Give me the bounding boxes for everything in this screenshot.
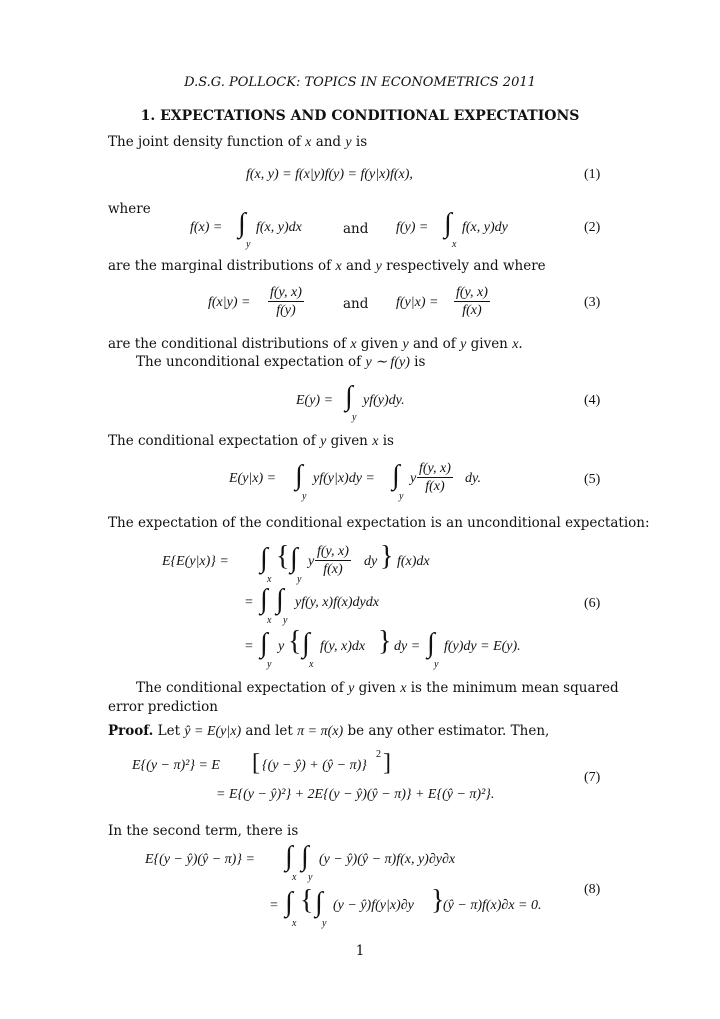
paragraph-marginal: are the marginal distributions of x and y respectively and where <box>108 258 546 274</box>
equation-number-2: (2) <box>584 220 601 235</box>
integral-sign: ∫ <box>285 887 293 918</box>
left-bracket: [ <box>252 750 260 776</box>
paragraph-mmse: The conditional expectation of y given x is the minimum mean squared <box>136 680 619 696</box>
equation-number-6: (6) <box>584 596 601 611</box>
paragraph-conditional-expectation: The conditional expectation of y given x is <box>108 433 394 449</box>
right-bracket: ] <box>383 750 391 776</box>
left-brace: { <box>288 626 302 657</box>
paragraph-law-of-iterated-expectations: The expectation of the conditional expectation is an unconditional expectation: <box>108 515 650 531</box>
paragraph-second-term: In the second term, there is <box>108 823 299 839</box>
integral-sign: ∫ <box>315 887 323 918</box>
integral-sign: ∫ <box>285 841 293 872</box>
paragraph-conditional: are the conditional distributions of x given y and of y given x. <box>108 336 523 352</box>
paragraph-mmse-cont: error prediction <box>108 699 218 715</box>
integral-sign: ∫ <box>392 460 400 491</box>
integral-sign: ∫ <box>260 584 268 615</box>
integral-sign: ∫ <box>238 208 246 239</box>
equation-number-3: (3) <box>584 295 601 310</box>
left-brace: { <box>300 885 314 916</box>
left-brace: { <box>276 541 290 572</box>
integral-sign: ∫ <box>260 628 268 659</box>
equation-number-7: (7) <box>584 770 601 785</box>
section-title: 1. EXPECTATIONS AND CONDITIONAL EXPECTATIONS <box>140 108 580 124</box>
equation-number-1: (1) <box>584 167 601 182</box>
right-brace: } <box>431 885 445 916</box>
equation-7-line-2: = E{(y − ŷ)²} + 2E{(y − ŷ)(ŷ − π)} + E{(ŷ − π)²}. <box>216 787 495 802</box>
integral-sign: ∫ <box>276 584 284 615</box>
page-number: 1 <box>355 943 365 959</box>
running-head: D.S.G. POLLOCK: TOPICS IN ECONOMETRICS 2011 <box>184 75 536 90</box>
right-brace: } <box>378 626 392 657</box>
integral-sign: ∫ <box>302 628 310 659</box>
equation-number-5: (5) <box>584 472 601 487</box>
integral-sign: ∫ <box>290 543 298 574</box>
equation-number-4: (4) <box>584 393 601 408</box>
integral-sign: ∫ <box>427 628 435 659</box>
integral-sign: ∫ <box>444 208 452 239</box>
integral-sign: ∫ <box>345 381 353 412</box>
proof-paragraph: Proof. Let ŷ = E(y|x) and let π = π(x) be any other estimator. Then, <box>108 723 550 739</box>
right-brace: } <box>380 541 394 572</box>
proof-label: Proof. <box>108 723 154 739</box>
integral-sign: ∫ <box>260 543 268 574</box>
equation-number-8: (8) <box>584 882 601 897</box>
integral-sign: ∫ <box>295 460 303 491</box>
integral-sign: ∫ <box>301 841 309 872</box>
paragraph-where: where <box>108 201 151 217</box>
equation-1: f(x, y) = f(x|y)f(y) = f(y|x)f(x), <box>246 167 413 182</box>
paragraph-joint-density: The joint density function of x and y is <box>108 134 368 150</box>
paragraph-unconditional: The unconditional expectation of y ∼ f(y) is <box>136 354 426 370</box>
